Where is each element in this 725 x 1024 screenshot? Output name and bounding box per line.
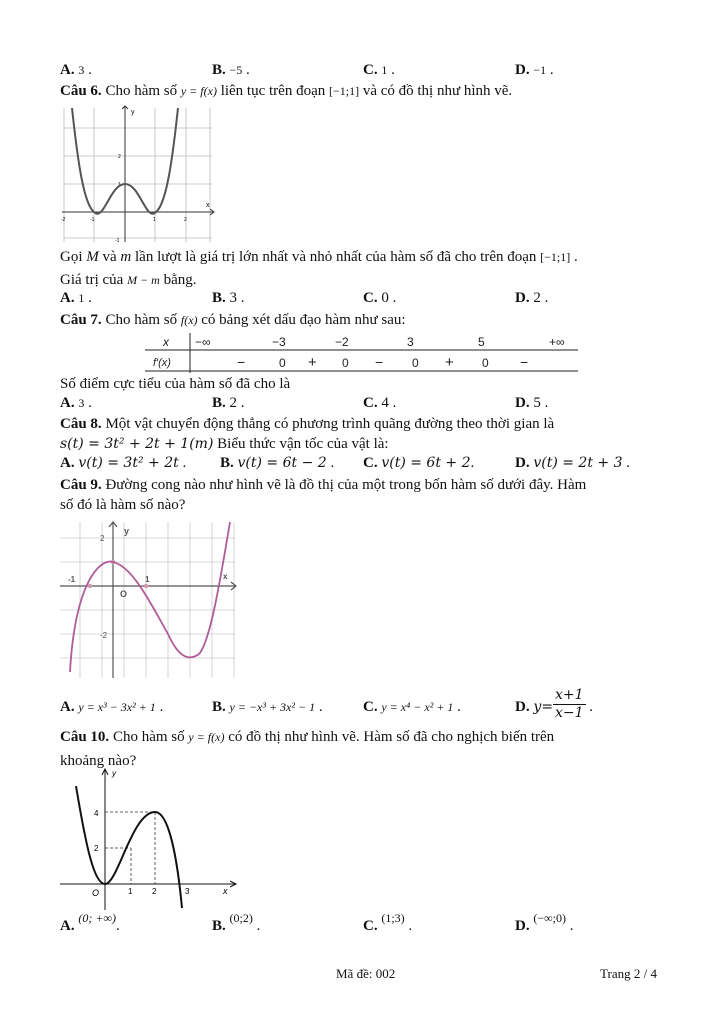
- q7-x-1: −3: [272, 335, 286, 349]
- q5-option-a: A. 3 .: [60, 62, 92, 78]
- q10-graph-origin: O: [92, 888, 100, 898]
- q10-graph-ylabel: y: [112, 769, 116, 778]
- q7-row1-label: x: [163, 335, 169, 349]
- q10-graph-xlabel: x: [223, 886, 228, 896]
- q8-title: Câu 8.: [60, 416, 102, 432]
- q10-graph: [60, 766, 240, 912]
- q6-options: [60, 290, 680, 310]
- q9-tick-x-neg: -1: [68, 575, 76, 584]
- q9-point-one: [144, 584, 148, 588]
- q6-graph-ylabel: y: [131, 109, 135, 116]
- q7-x-5: +∞: [549, 335, 565, 349]
- q9-tick-y-pos: 2: [100, 534, 105, 543]
- q8-option-a: A. v(t) = 3t² + 2t .: [60, 455, 187, 471]
- q5-option-d: D. −1 .: [515, 62, 554, 78]
- q7-title: Câu 7.: [60, 312, 102, 328]
- q7-option-c: C. 4 .: [363, 395, 397, 411]
- q6-tick-y-2: -1: [115, 238, 120, 244]
- q6-line2-interval: [−1;1]: [540, 250, 571, 264]
- q8-line2: [60, 435, 389, 453]
- q10-option-a: A. $^{(0; +\infty)}$.: [60, 911, 120, 934]
- q6-option-c: C. 0 .: [363, 290, 397, 306]
- q10-question: [60, 728, 554, 746]
- q7-sign-1: 0: [279, 356, 286, 370]
- q7-options: [60, 395, 680, 415]
- q6-tick-y-0: 1: [118, 182, 121, 188]
- q7-sign-8: −: [520, 354, 529, 370]
- q6-var-M: M: [86, 249, 99, 265]
- q6-interval: [−1;1]: [328, 84, 360, 98]
- q8-text: Một vật chuyển động thẳng có phương trình quãng đường theo thời gian là: [105, 416, 555, 432]
- q6-line2-c: lần lượt là giá trị lớn nhất và nhỏ nhất của hàm số đã cho trên đoạn: [135, 249, 537, 265]
- q9-point-root1: [88, 584, 92, 588]
- q7-option-b: B. 2 .: [212, 395, 245, 411]
- q6-line2-a: Gọi: [60, 249, 83, 265]
- q7-sign-5: 0: [412, 356, 419, 370]
- q9-option-c: C. y = x⁴ − x² + 1 .: [363, 699, 461, 715]
- q9-text: Đường cong nào như hình vẽ là đồ thị của một trong bốn hàm số dưới đây. Hàm: [105, 477, 587, 493]
- q7-row2-label: f′(x): [153, 357, 171, 369]
- q10-tick-y-1: 4: [94, 809, 99, 818]
- q7-text-b: có bảng xét dấu đạo hàm như sau:: [201, 312, 406, 328]
- q5-option-c: C. 1 .: [363, 62, 395, 78]
- q6-text-a: Cho hàm số: [105, 83, 178, 99]
- q7-sign-2: +: [308, 354, 317, 371]
- q10-tick-x-2: 3: [185, 887, 190, 896]
- q6-tick-y-1: 2: [118, 154, 121, 160]
- q6-line3: [60, 271, 197, 289]
- q8-question: [60, 415, 554, 433]
- q7-text-a: Cho hàm số: [105, 312, 178, 328]
- q10-option-c: C. $^{(1;3)}$ .: [363, 911, 413, 934]
- q9-graph-ylabel: y: [124, 526, 130, 536]
- q9-option-a: A. y = x³ − 3x² + 1 .: [60, 699, 164, 715]
- q6-func: y = f(x): [180, 84, 217, 98]
- q6-text-b: liên tục trên đoạn: [220, 83, 326, 99]
- q10-tick-x-1: 2: [152, 887, 157, 896]
- q6-tick-x-2: 1: [153, 217, 156, 223]
- q9-title: Câu 9.: [60, 477, 102, 493]
- q8-formula: s(t) = 3t² + 2t + 1(m): [60, 436, 214, 452]
- q6-tick-x-1: -1: [90, 217, 95, 223]
- q6-line3-a: Giá trị của: [60, 272, 124, 288]
- q6-option-b: B. 3 .: [212, 290, 245, 306]
- q10-text-b: có đồ thị như hình vẽ. Hàm số đã cho nghịch biến trên: [228, 729, 555, 745]
- q7-x-2: −2: [335, 335, 349, 349]
- q9-curve: [70, 522, 230, 672]
- q7-sign-4: −: [375, 354, 384, 370]
- q8-option-c: C. v(t) = 6t + 2.: [363, 455, 475, 471]
- q7-option-a: A. 3 .: [60, 395, 92, 411]
- q5-option-b: B. −5 .: [212, 62, 250, 78]
- q6-graph: [60, 104, 215, 244]
- q9-graph-origin: O: [120, 589, 128, 599]
- q6-tick-x-3: 2: [184, 217, 187, 223]
- q7-sign-7: 0: [482, 356, 489, 370]
- q9-question: [60, 476, 586, 494]
- q9-option-d: D. y= $\frac{x+1}{x-1}$ .: [515, 687, 594, 721]
- q10-tick-y-0: 2: [94, 844, 99, 853]
- q6-var-m: m: [120, 249, 132, 265]
- q9-options: [60, 687, 680, 723]
- q9-text2: số đó là hàm số nào?: [60, 497, 186, 513]
- q7-x-0: −∞: [195, 335, 211, 349]
- q8-option-b: B. v(t) = 6t − 2 .: [220, 455, 335, 471]
- q6-tick-x-0: -2: [61, 217, 66, 223]
- q7-sign-3: 0: [342, 356, 349, 370]
- q6-option-d: D. 2 .: [515, 290, 549, 306]
- q7-x-4: 5: [478, 335, 485, 349]
- q9-tick-x-pos: 1: [145, 575, 150, 584]
- q10-text2: khoảng nào?: [60, 753, 137, 769]
- q7-sign-table: [145, 333, 580, 373]
- q7-func: f(x): [180, 313, 198, 327]
- q6-line2-b: và: [102, 249, 117, 265]
- q5-options: [60, 62, 680, 82]
- q10-text-a: Cho hàm số: [112, 729, 185, 745]
- q7-question: [60, 311, 406, 329]
- q6-line3-b: bằng.: [163, 272, 197, 288]
- q9-option-b: B. y = −x³ + 3x² − 1 .: [212, 699, 323, 715]
- q7-sign-0: −: [237, 354, 246, 370]
- q6-title: Câu 6.: [60, 83, 102, 99]
- q8-options: [60, 455, 680, 475]
- q6-option-a: A. 1 .: [60, 290, 92, 306]
- exam-code: Mã đề: 002: [336, 966, 396, 981]
- q9-graph: [60, 522, 240, 680]
- q10-tick-x-0: 1: [128, 887, 133, 896]
- q9-graph-xlabel: x: [223, 572, 228, 581]
- q10-title: Câu 10.: [60, 729, 110, 745]
- q7-sign-6: +: [445, 354, 454, 371]
- q7-ask: Số điểm cực tiểu của hàm số đã cho là: [60, 376, 291, 392]
- q8-text-b: Biểu thức vận tốc của vật là:: [217, 436, 389, 452]
- q10-option-d: D. $^{(-\infty;0)}$ .: [515, 911, 574, 934]
- q10-option-b: B. $^{(0;2)}$ .: [212, 911, 261, 934]
- q6-line2: Gọi M và m lần lượt là giá trị lớn nhất và nhỏ nhất của hàm số đã cho trên đoạn [−1;1] .: [60, 249, 578, 265]
- q6-question: [60, 82, 512, 100]
- q7-x-3: 3: [407, 335, 414, 349]
- q7-option-d: D. 5 .: [515, 395, 549, 411]
- q10-options: [60, 911, 680, 940]
- q9-tick-y-neg: -2: [100, 631, 108, 640]
- q6-text-c: và có đồ thị như hình vẽ.: [362, 83, 513, 99]
- q10-func: y = f(x): [188, 730, 225, 744]
- q6-graph-xlabel: x: [206, 202, 210, 209]
- page-number: Trang 2 / 4: [600, 966, 657, 981]
- q8-option-d: D. v(t) = 2t + 3 .: [515, 455, 631, 471]
- q6-expr: M − m: [127, 273, 160, 287]
